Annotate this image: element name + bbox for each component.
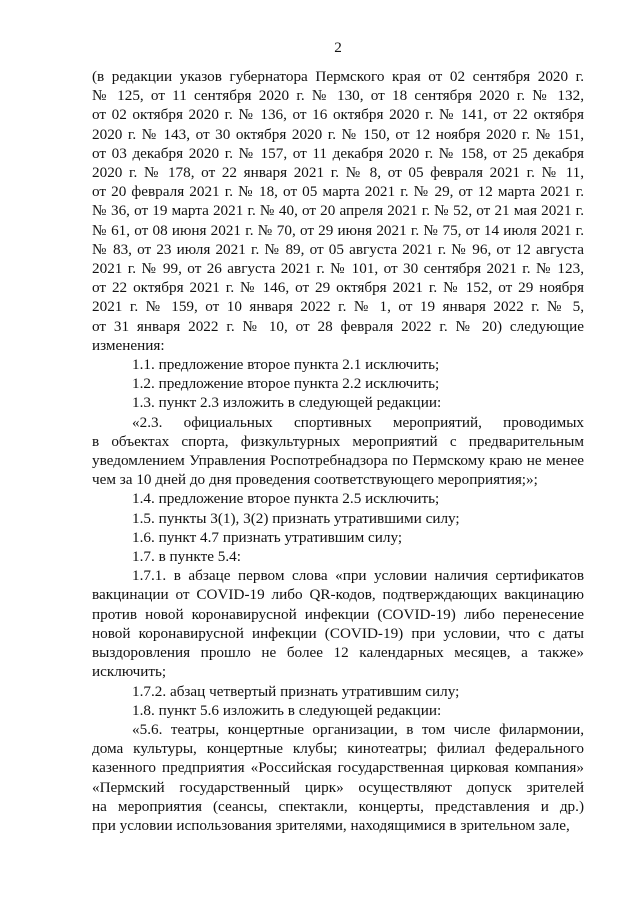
text-line: от 02 октября 2020 г. № 136, от 16 октября 2020 г. № 141, от 22 октября	[92, 106, 584, 124]
text-line: № 61, от 08 июня 2021 г. № 70, от 29 июня 2021 г. № 75, от 14 июля 2021 г.	[92, 221, 584, 239]
text-line: в объектах спорта, физкультурных мероприятий с предварительным	[92, 432, 584, 450]
text-line: 1.2. предложение второе пункта 2.2 исключить;	[132, 375, 440, 393]
text-line: новой коронавирусной инфекции (COVID-19) при условии, что с даты	[92, 624, 584, 642]
text-line: изменения:	[92, 336, 165, 354]
page-number: 2	[334, 39, 342, 56]
text-line: выздоровления прошло не более 12 календарных месяцев, а также»	[92, 644, 584, 662]
text-line: № 36, от 19 марта 2021 г. № 40, от 20 апреля 2021 г. № 52, от 21 мая 2021 г.	[92, 202, 584, 220]
text-line: № 125, от 11 сентября 2020 г. № 130, от 18 сентября 2020 г. № 132,	[92, 87, 584, 105]
paragraph-p2-3	[92, 413, 584, 490]
paragraph-p1-3	[92, 393, 584, 412]
text-line: 1.7. в пункте 5.4:	[132, 548, 241, 566]
text-line: при условии использования зрителями, находящимися в зрительном зале,	[92, 816, 570, 834]
text-line: от 22 октября 2021 г. № 146, от 29 октября 2021 г. № 152, от 29 ноября	[92, 279, 584, 297]
paragraph-p5-6	[92, 720, 584, 835]
text-line: 1.7.2. абзац четвертый признать утратившим силу;	[132, 682, 460, 700]
text-line: «Пермский государственный цирк» осуществляют допуск зрителей	[92, 778, 584, 796]
text-line: 1.7.1. в абзаце первом слова «при условии наличия сертификатов	[132, 567, 584, 585]
text-line: от 03 декабря 2020 г. № 157, от 11 декабря 2020 г. № 158, от 25 декабря	[92, 144, 584, 162]
paragraph-p1-8	[92, 701, 584, 720]
text-line: против новой коронавирусной инфекции (COVID-19) либо перенесение	[92, 605, 584, 623]
text-line: 1.3. пункт 2.3 изложить в следующей редакции:	[132, 394, 442, 412]
text-line: 1.8. пункт 5.6 изложить в следующей редакции:	[132, 701, 442, 719]
text-line: исключить;	[92, 663, 167, 681]
text-line: дома культуры, концертные клубы; кинотеатры; филиал федерального	[92, 740, 584, 758]
paragraph-p1-7-2	[92, 682, 584, 701]
text-line: 1.4. предложение второе пункта 2.5 исключить;	[132, 490, 440, 508]
paragraph-p1-1	[92, 355, 584, 374]
text-line: «5.6. театры, концертные организации, в том числе филармонии,	[132, 720, 584, 738]
paragraph-redaction	[92, 67, 584, 355]
text-line: 2020 г. № 178, от 22 января 2021 г. № 8, от 05 февраля 2021 г. № 11,	[92, 164, 584, 182]
paragraph-p1-6	[92, 528, 584, 547]
paragraph-p1-5	[92, 509, 584, 528]
text-line: (в редакции указов губернатора Пермского края от 02 сентября 2020 г.	[92, 68, 584, 85]
text-line: от 31 января 2022 г. № 10, от 28 февраля 2022 г. № 20) следующие	[92, 317, 584, 335]
text-line: на мероприятия (сеансы, спектакли, концерты, представления и др.)	[92, 797, 584, 815]
text-line: вакцинации от COVID-19 либо QR-кодов, подтверждающих вакцинацию	[92, 586, 584, 604]
text-line: «2.3. официальных спортивных мероприятий, проводимых	[132, 413, 584, 431]
text-line: 1.6. пункт 4.7 признать утратившим силу;	[132, 528, 403, 546]
text-line: 2021 г. № 159, от 10 января 2022 г. № 1, от 19 января 2022 г. № 5,	[92, 298, 584, 316]
text-line: казенного предприятия «Российская государственная цирковая компания»	[92, 759, 584, 777]
text-line: 2021 г. № 99, от 26 августа 2021 г. № 101, от 30 сентября 2021 г. № 123,	[92, 260, 584, 278]
document-body	[92, 67, 584, 835]
text-line: от 20 февраля 2021 г. № 18, от 05 марта 2021 г. № 29, от 12 марта 2021 г.	[92, 183, 584, 201]
text-line: чем за 10 дней до дня проведения соответствующего мероприятия;»;	[92, 471, 538, 489]
paragraph-p1-4	[92, 489, 584, 508]
paragraph-p1-7-1	[92, 566, 584, 681]
text-line: 1.5. пункты 3(1), 3(2) признать утратившими силу;	[132, 509, 460, 527]
text-line: 1.1. предложение второе пункта 2.1 исключить;	[132, 356, 440, 374]
text-line: № 83, от 23 июля 2021 г. № 89, от 05 августа 2021 г. № 96, от 12 августа	[92, 240, 584, 258]
paragraph-p1-2	[92, 374, 584, 393]
text-line: уведомлением Управления Роспотребнадзора по Пермскому краю не менее	[92, 452, 584, 470]
text-line: 2020 г. № 143, от 30 октября 2020 г. № 150, от 12 ноября 2020 г. № 151,	[92, 125, 584, 143]
paragraph-p1-7	[92, 547, 584, 566]
